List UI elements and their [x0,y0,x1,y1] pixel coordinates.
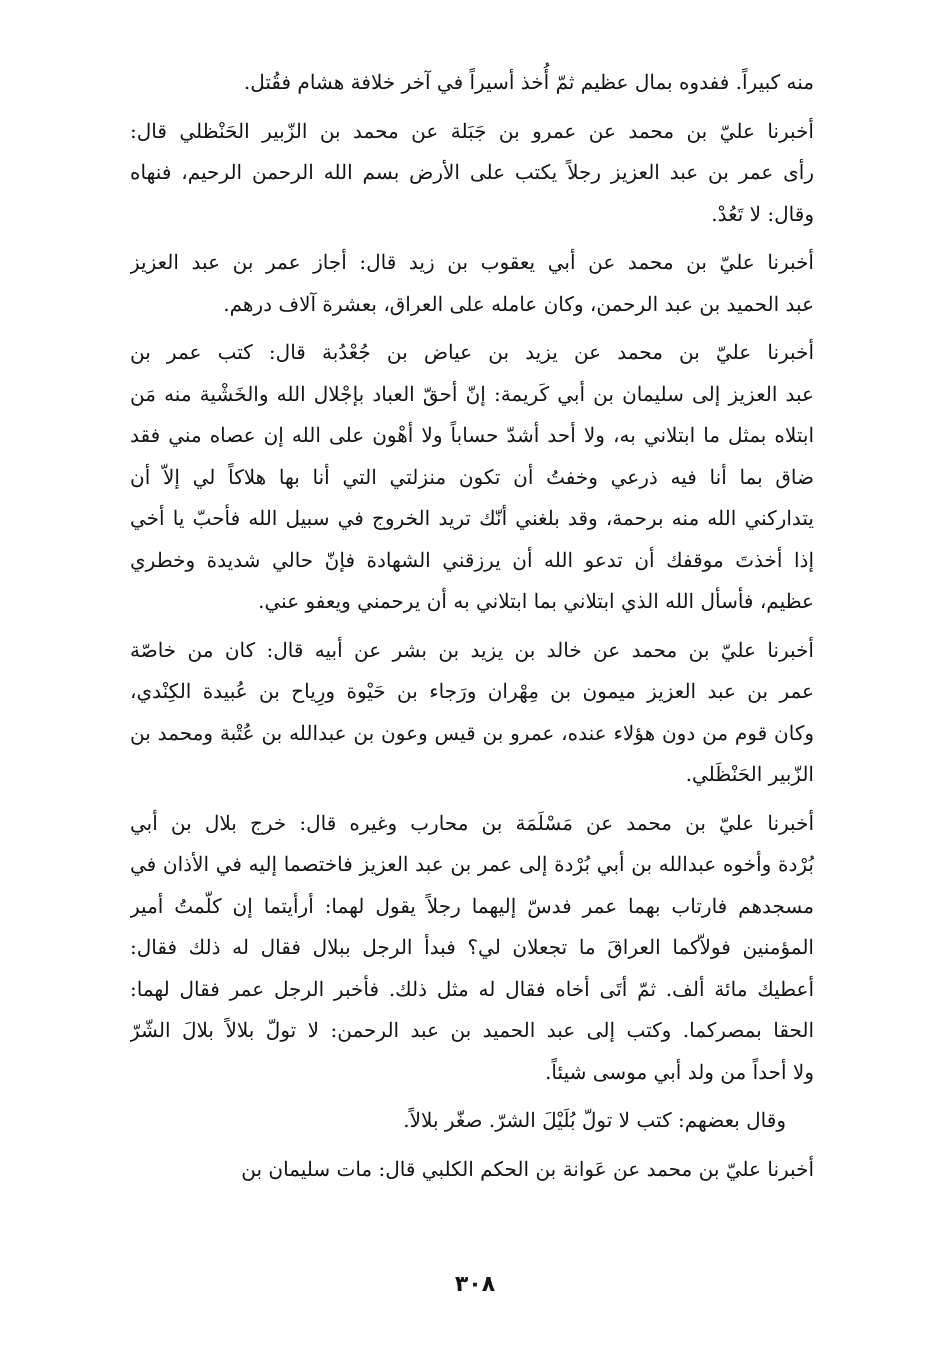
text-line: الحقا بمصركما. وكتب إلى عبد الحميد بن عبد الرحمن: لا تولّ بلالاً بلالَ الشّرّ [130,1018,814,1042]
text-line: رأى عمر بن عبد العزيز رجلاً يكتب على الأرض بسم الله الرحمن الرحيم، فنهاه [130,160,814,184]
text-line: أخبرنا عليّ بن محمد عن خالد بن يزيد بن بشر عن أبيه قال: كان من خاصّة [130,637,814,662]
text-line: وقال: لا تَعُدْ. [711,201,814,226]
text-line: أخبرنا عليّ بن محمد عن مَسْلَمَة بن محارب وغيره قال: خرج بلال بن أبي [130,810,814,835]
text-line: أعطيك مائة ألف. ثمّ أتَى أخاه فقال له مثل ذلك. فأخبر الرجل عمر فقال لهما: [130,976,814,1001]
paragraph [130,111,814,236]
text-line: الزّبير الحَنْظَلي. [685,762,814,786]
paragraph [130,242,814,325]
paragraph [130,62,814,104]
text-line: منه كبيراً. ففدوه بمال عظيم ثمّ أُخذ أسيراً في آخر خلافة هشام فقُتل. [243,70,814,94]
text-line: عبد الحميد بن عبد الرحمن، وكان عامله على العراق، بعشرة آلاف درهم. [223,291,814,316]
text-line: المؤمنين فولاّكما العراقَ ما تجعلان لي؟ فبدأ الرجل ببلال فقال له ذلك فقال: [130,935,814,959]
paragraph [130,1100,814,1142]
text-line: أخبرنا عليّ بن محمد عن عَوانة بن الحكم الكلبي قال: مات سليمان بن [241,1156,814,1181]
text-line: أخبرنا عليّ بن محمد عن عمرو بن جَبَلة عن محمد بن الزّبير الحَنْظلي قال: [130,118,814,143]
text-line: عمر بن عبد العزيز ميمون بن مِهْران ورَجاء بن حَيْوة ورِياح بن عُبيدة الكِنْدي، [130,679,814,703]
text-line: أخبرنا عليّ بن محمد عن أبي يعقوب بن زيد قال: أجاز عمر بن عبد العزيز [130,250,814,274]
text-line: ابتلاه بمثل ما ابتلاني به، ولا أحد أشدّ حساباً ولا أهْون على الله إن عصاه مني فقد [130,423,814,447]
text-line: عبد العزيز إلى سليمان بن أبي كَريمة: إنّ أحقّ العباد بإجْلال الله والخَشْية منه مَن [130,381,814,406]
paragraph [130,332,814,623]
text-line: ولا أحداً من ولد أبي موسى شيئاً. [545,1059,814,1084]
text-line: وكان قوم من دون هؤلاء عنده، عمرو بن قيس وعون بن عبدالله بن عُتْبة ومحمد بن [130,720,814,745]
text-line: مسجدهم فارتاب بهما عمر فدسّ إليهما رجلاً يقول لهما: أرأيتما إن كلّمتُ أمير [130,893,814,918]
paragraph [130,630,814,796]
text-line: بُرْدة وأخوه عبدالله بن أبي بُرْدة إلى عمر بن عبد العزيز فاختصما إليه في الأذان في [130,852,814,876]
text-body [130,62,814,1190]
text-line: عظيم، فأسأل الله الذي ابتلاني بما ابتلاني به أن يرحمني ويعفو عني. [258,589,814,613]
page-number: ٣٠٨ [454,1272,496,1297]
text-line: إذا أخذتَ موقفك أن تدعو الله أن يرزقني الشهادة فإنّ حالي شديدة وخطري [130,547,814,572]
text-line: ضاق بما أنا فيه ذرعي وخفتُ أن تكون منزلتي التي أنا بها هلاكاً لي إلاّ أن [130,464,814,489]
text-line: يتداركني الله منه برحمة، وقد بلغني أنّك تريد الخروج في سبيل الله فأحبّ يا أخي [130,506,814,530]
paragraph [130,1149,814,1191]
text-line: أخبرنا عليّ بن محمد عن يزيد بن عياض بن جُعْدُبة قال: كتب عمر بن [130,340,814,364]
paragraph [130,803,814,1094]
text-line: وقال بعضهم: كتب لا تولّ بُلَيْلَ الشرّ. صغّر بلالاً. [403,1108,786,1132]
